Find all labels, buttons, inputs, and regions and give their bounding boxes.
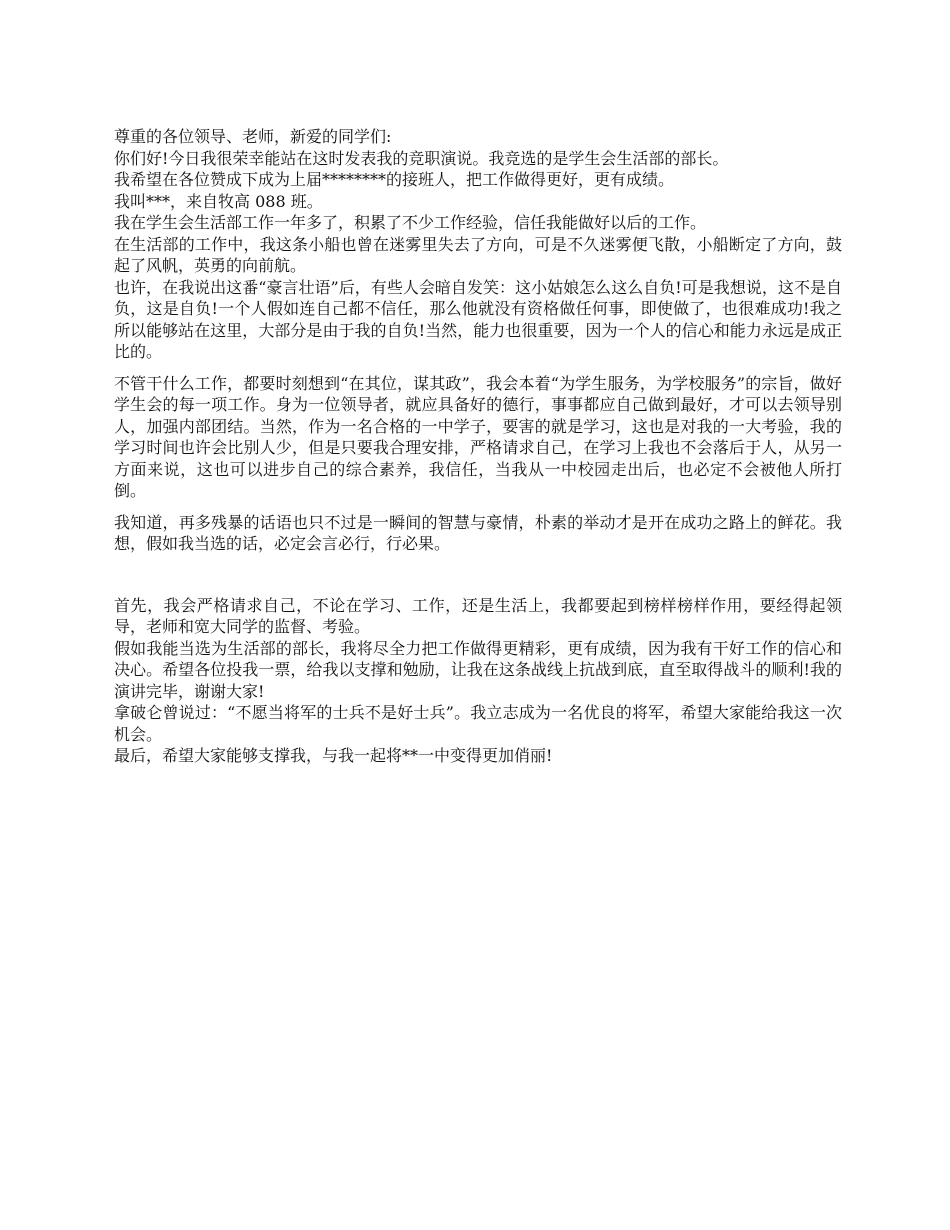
section-gap [114, 363, 842, 373]
paragraph: 我知道，再多残暴的话语也只不过是一瞬间的智慧与豪情，朴素的举动才是开在成功之路上的鲜花。我想，假如我当选的话，必定会言必行，行必果。 [114, 512, 842, 553]
closing-section [114, 595, 842, 767]
paragraph: 首先，我会严格请求自己，不论在学习、工作，还是生活上，我都要起到榜样榜样作用，要经得起领导，老师和宽大同学的监督、考验。 [114, 595, 842, 636]
greeting-line: 尊重的各位领导、老师，新爱的同学们: [114, 127, 392, 146]
paragraph: 在生活部的工作中，我这条小船也曾在迷雾里失去了方向，可是不久迷雾便飞散，小船断定了方向，鼓起了风帆，英勇的向前航。 [114, 234, 842, 275]
paragraph: 我在学生会生活部工作一年多了，积累了不少工作经验，信任我能做好以后的工作。 [114, 213, 707, 232]
paragraph: 拿破仑曾说过：“不愿当将军的士兵不是好士兵”。我立志成为一名优良的将军，希望大家能给我这一次机会。 [114, 703, 842, 744]
paragraph: 也许，在我说出这番“豪言壮语”后，有些人会暗自发笑：这小姑娘怎么这么自负!可是我想说，这不是自负，这是自负!一个人假如连自己都不信任，那么他就没有资格做任何事，即使做了，也很难成功!我之所以能够站在这里，大部分是由于我的自负!当然，能力也很重要，因为一个人的信心和能力永远是成正比的。 [114, 277, 842, 361]
work-section [114, 373, 842, 502]
section-gap [114, 555, 842, 595]
paragraph: 我叫***，来自牧高 088 班。 [114, 191, 323, 211]
section-gap [114, 502, 842, 512]
paragraph: 你们好!今日我很荣幸能站在这时发表我的竞职演说。我竞选的是学生会生活部的部长。 [114, 148, 729, 168]
paragraph: 不管干什么工作，都要时刻想到“在其位，谋其政”，我会本着“为学生服务，为学校服务”的宗旨，做好学生会的每一项工作。身为一位领导者，就应具备好的德行，事事都应自己做到最好，才可以去领导别人，加强内部团结。当然，作为一名合格的一中学子，要害的就是学习，这也是对我的一大考验，我的学习时间也许会比别人少，但是只要我合理安排，严格请求自己，在学习上我也不会落后于人，从另一方面来说，这也可以进步自己的综合素养，我信任，当我从一中校园走出后，也必定不会被他人所打倒。 [114, 373, 842, 500]
paragraph: 我希望在各位赞成下成为上届********的接班人，把工作做得更好，更有成绩。 [114, 170, 675, 189]
closing-line: 最后，希望大家能够支撑我，与我一起将**一中变得更加俏丽! [114, 746, 553, 765]
promise-section [114, 512, 842, 555]
paragraph: 假如我能当选为生活部的部长，我将尽全力把工作做得更精彩，更有成绩，因为我有干好工作的信心和决心。希望各位投我一票，给我以支撑和勉励，让我在这条战线上抗战到底，直至取得战斗的顺利!我的演讲完毕，谢谢大家! [114, 638, 842, 701]
intro-section [114, 126, 842, 363]
document-page [114, 126, 842, 767]
